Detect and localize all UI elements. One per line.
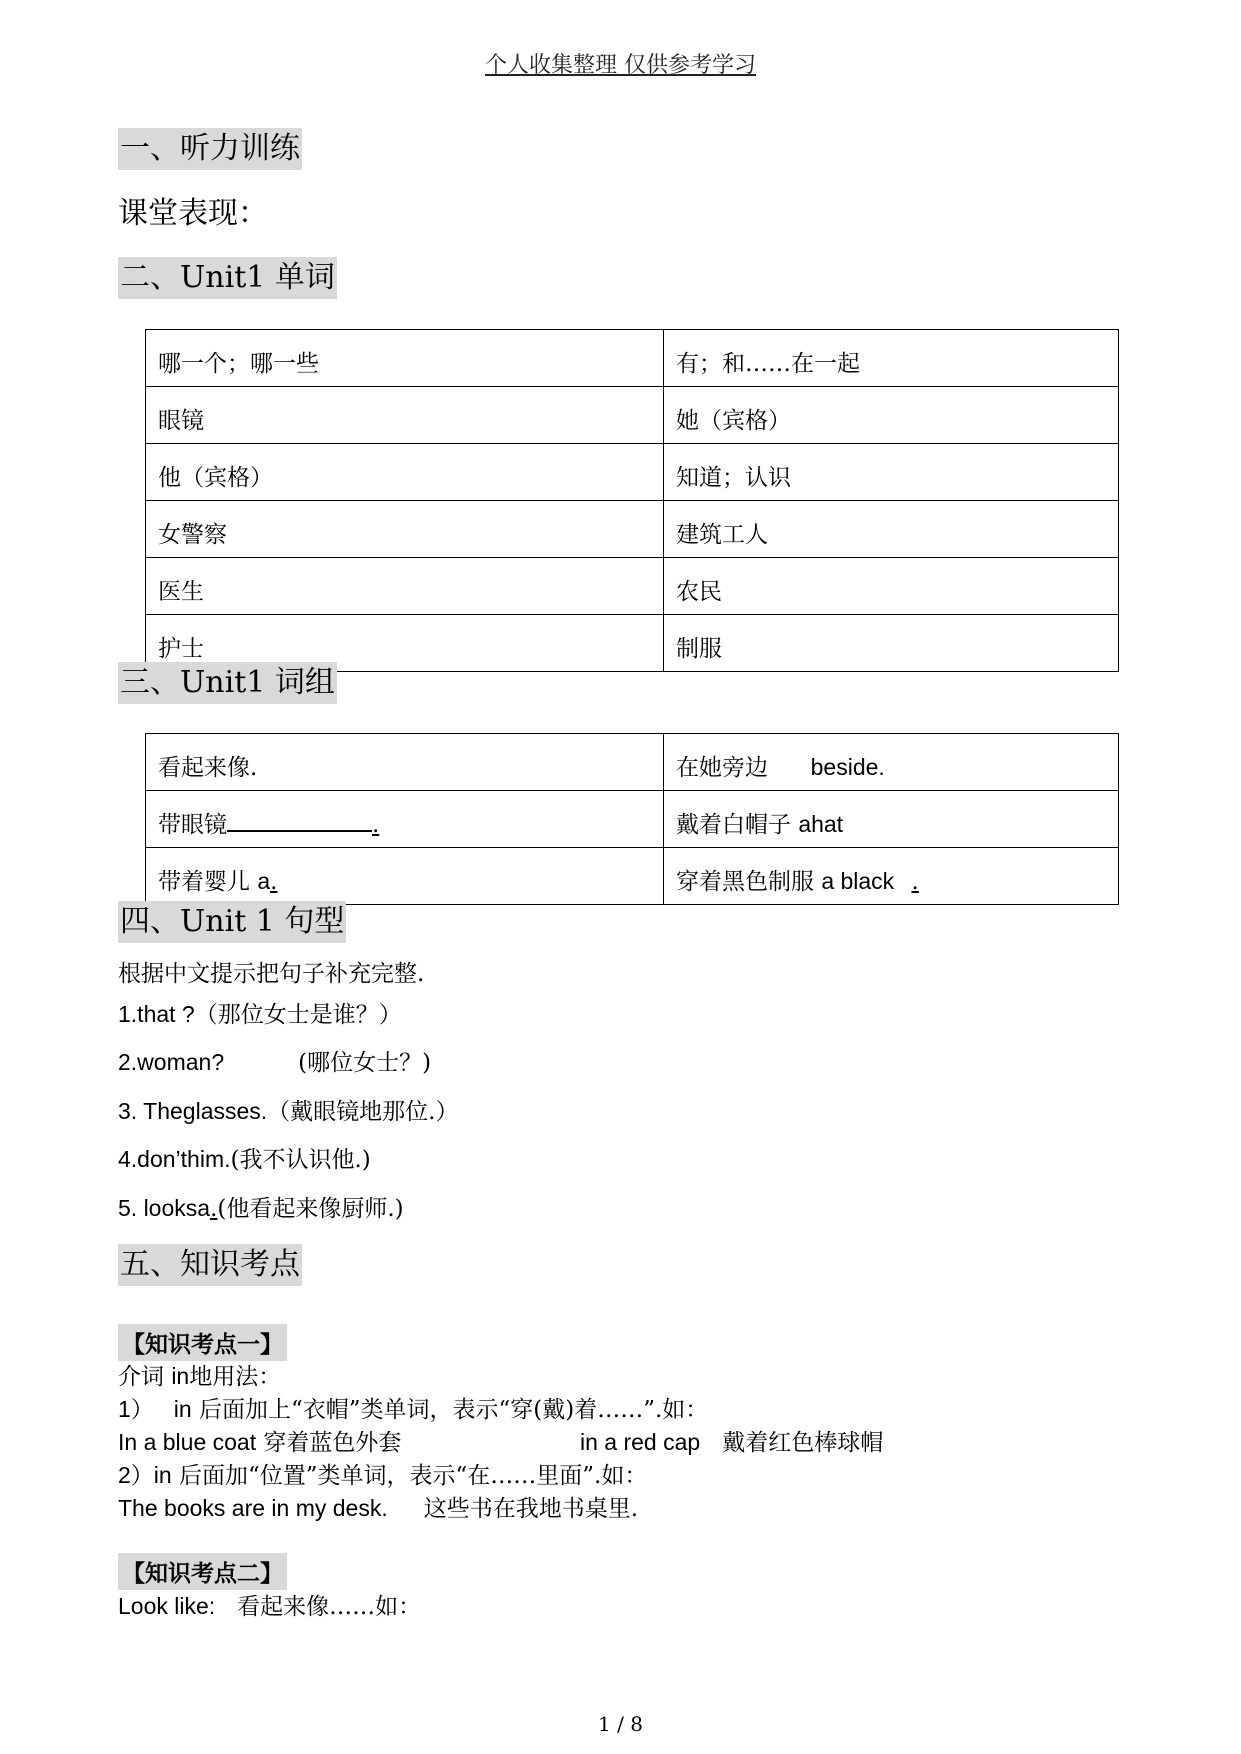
page-number: 1 / 8 [598, 1712, 643, 1736]
rule-en: in [173, 1396, 192, 1422]
phrase-end: . [911, 868, 919, 895]
sentence-dot: . [210, 1196, 218, 1222]
table-cell: 知道；认识 [664, 444, 1119, 501]
sentence-5 [118, 1190, 404, 1223]
phrase-cn: 带着婴儿 [158, 868, 250, 895]
table-cell: 护士 [146, 615, 664, 672]
table-row [146, 501, 1119, 558]
table-cell: 看起来像. [146, 734, 664, 791]
sentence-en: 4.don’thim. [118, 1146, 231, 1172]
example-en: In a blue coat [118, 1429, 257, 1455]
classroom-performance-label: 课堂表现： [118, 196, 268, 231]
table-cell [146, 791, 664, 848]
sentence-en: 5. looksa [118, 1195, 211, 1221]
phrase-cn: 在她旁边 [676, 754, 768, 781]
knowledge-point-1-tag: 【知识考点一】 [118, 1324, 287, 1361]
knowledge-examples-2 [580, 1424, 883, 1457]
rule-cn: 后面加“位置”类单词，表示“在……里面”.如： [179, 1463, 648, 1489]
phrase-en: a black [821, 867, 895, 894]
rule-number: 2）in [118, 1462, 172, 1488]
sentence-en: 2.woman? [118, 1049, 225, 1075]
table-cell: 哪一个；哪一些 [146, 330, 664, 387]
knowledge-point-2-tag: 【知识考点二】 [118, 1553, 287, 1590]
look-like-cn: 看起来像……如： [237, 1594, 422, 1620]
sentence-cn: （戴眼镜地那位.） [267, 1099, 459, 1125]
table-cell: 农民 [664, 558, 1119, 615]
table-cell [664, 734, 1119, 791]
sentence-cn: (我不认识他.) [230, 1147, 371, 1173]
section-heading-sentences: 四、Unit 1 句型 [118, 901, 346, 943]
table-cell [664, 791, 1119, 848]
table-cell: 她（宾格） [664, 387, 1119, 444]
table-cell: 女警察 [146, 501, 664, 558]
table-cell: 眼镜 [146, 387, 664, 444]
table-row [146, 848, 1119, 905]
phrase-cn: 带眼镜 [158, 811, 227, 838]
knowledge-examples-1 [118, 1424, 401, 1457]
table-cell: 制服 [664, 615, 1119, 672]
table-cell: 有；和……在一起 [664, 330, 1119, 387]
phrase-cn: 穿着黑色制服 [676, 868, 814, 895]
phrase-en: a [257, 867, 271, 894]
section-heading-phrases: 三、Unit1 词组 [118, 662, 337, 704]
example-cn: 戴着红色棒球帽 [722, 1430, 884, 1456]
knowledge-intro [118, 1358, 281, 1391]
phrase-en: ahat [798, 810, 844, 837]
intro-rest: 地用法： [189, 1364, 282, 1390]
table-cell: 医生 [146, 558, 664, 615]
example-cn: 这些书在我地书桌里. [423, 1496, 639, 1522]
knowledge-point-2-rule [118, 1457, 647, 1490]
look-like-line [118, 1588, 421, 1621]
sentence-cn: (他看起来像厨师.) [217, 1196, 404, 1222]
example-cn: 穿着蓝色外套 [263, 1430, 402, 1456]
table-row [146, 734, 1119, 791]
phrase-end: . [372, 811, 380, 838]
section-heading-listening: 一、听力训练 [118, 128, 302, 170]
example-en: in a red cap [580, 1429, 701, 1455]
table-row [146, 387, 1119, 444]
phrase-en: beside. [810, 753, 885, 780]
sentence-cn: (哪位女士？) [298, 1050, 432, 1076]
table-row [146, 444, 1119, 501]
section-heading-knowledge: 五、知识考点 [118, 1244, 302, 1286]
example-en: The books are in my desk. [118, 1495, 388, 1521]
table-cell: 建筑工人 [664, 501, 1119, 558]
phrase-end: . [270, 868, 278, 895]
sentence-en: 3. Theglasses. [118, 1098, 268, 1124]
vocabulary-table [145, 329, 1119, 672]
table-cell: 他（宾格） [146, 444, 664, 501]
rule-cn: 后面加上“衣帽”类单词，表示“穿(戴)着……”.如： [199, 1397, 709, 1423]
sentence-en: 1.that ? [118, 1001, 195, 1027]
sentence-3 [118, 1093, 458, 1126]
table-row [146, 791, 1119, 848]
rule-number: 1） [118, 1396, 154, 1422]
sentence-2 [118, 1044, 431, 1077]
header-text: 个人收集整理 仅供参考学习 [485, 53, 756, 78]
table-row [146, 330, 1119, 387]
answer-blank [227, 810, 372, 832]
table-cell [664, 848, 1119, 905]
sentence-4 [118, 1141, 371, 1174]
section-heading-vocabulary: 二、Unit1 单词 [118, 257, 337, 299]
phrase-table [145, 733, 1119, 905]
look-like-en: Look like: [118, 1593, 216, 1619]
sentence-1 [118, 996, 402, 1029]
intro-en: in [171, 1363, 190, 1389]
knowledge-point-1-rule [118, 1391, 708, 1424]
table-cell [146, 848, 664, 905]
table-row [146, 558, 1119, 615]
intro-cn: 介词 [118, 1364, 164, 1390]
phrase-cn: 戴着白帽子 [676, 811, 791, 838]
sentence-cn: （那位女士是谁？） [194, 1002, 402, 1028]
knowledge-example-3 [118, 1490, 638, 1523]
sentence-instruction: 根据中文提示把句子补充完整. [118, 961, 425, 987]
page-header [0, 48, 1241, 79]
